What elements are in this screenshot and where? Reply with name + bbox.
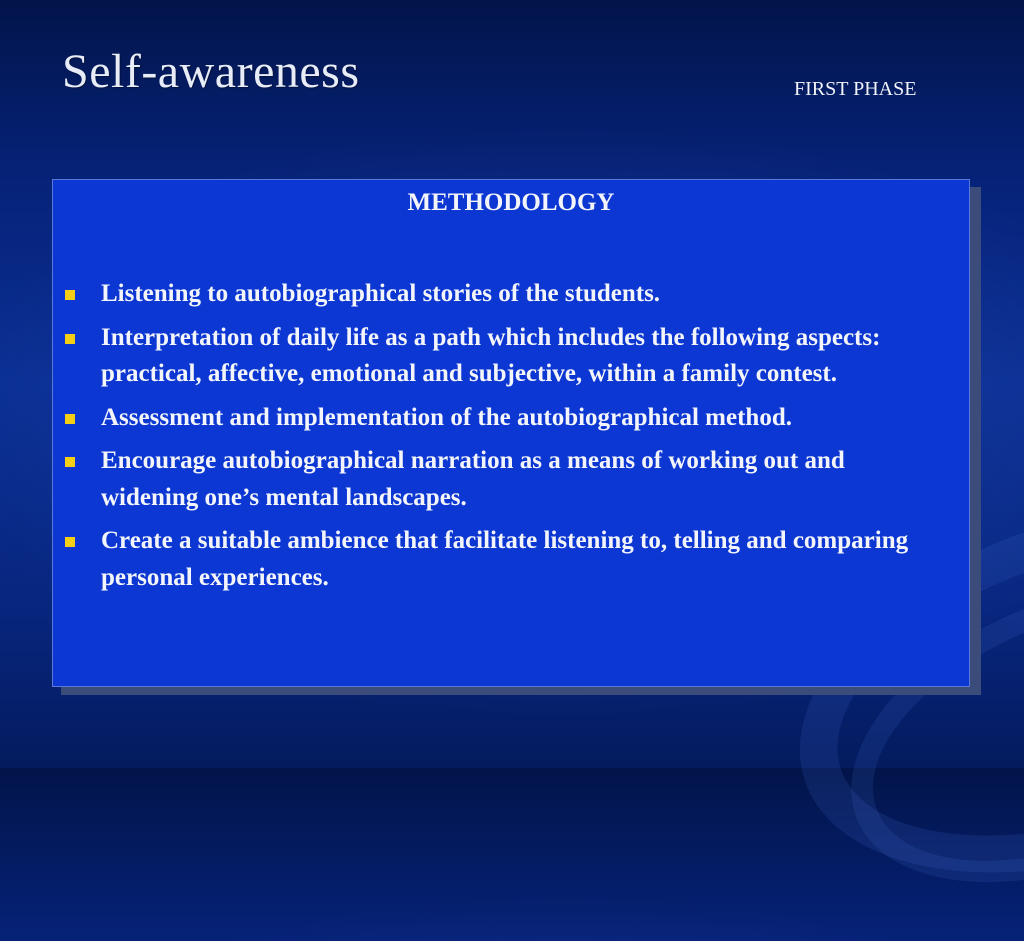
bullet-text: Encourage autobiographical narration as a means of working out and widening one’s mental landscapes. xyxy=(101,447,845,511)
bullet-text: Interpretation of daily life as a path which includes the following aspects: practical, affective, emotional and subjective, within a family contest. xyxy=(101,323,881,387)
bullet-item xyxy=(60,400,940,437)
square-bullet-icon xyxy=(65,290,75,300)
square-bullet-icon xyxy=(65,457,75,467)
square-bullet-icon xyxy=(65,537,75,547)
bullet-item xyxy=(60,443,940,516)
bullet-text: Listening to autobiographical stories of the students. xyxy=(101,280,661,307)
bullet-item xyxy=(60,320,940,393)
bullet-text: Create a suitable ambience that facilitate listening to, telling and comparing personal experiences. xyxy=(101,527,909,591)
bullet-item xyxy=(60,276,940,313)
bullet-list xyxy=(60,276,940,603)
phase-label: FIRST PHASE xyxy=(794,78,917,100)
box-heading: METHODOLOGY xyxy=(407,189,615,216)
square-bullet-icon xyxy=(65,414,75,424)
slide-title: Self-awareness xyxy=(62,45,360,98)
bullet-item xyxy=(60,523,940,596)
square-bullet-icon xyxy=(65,334,75,344)
bullet-text: Assessment and implementation of the autobiographical method. xyxy=(101,403,792,431)
